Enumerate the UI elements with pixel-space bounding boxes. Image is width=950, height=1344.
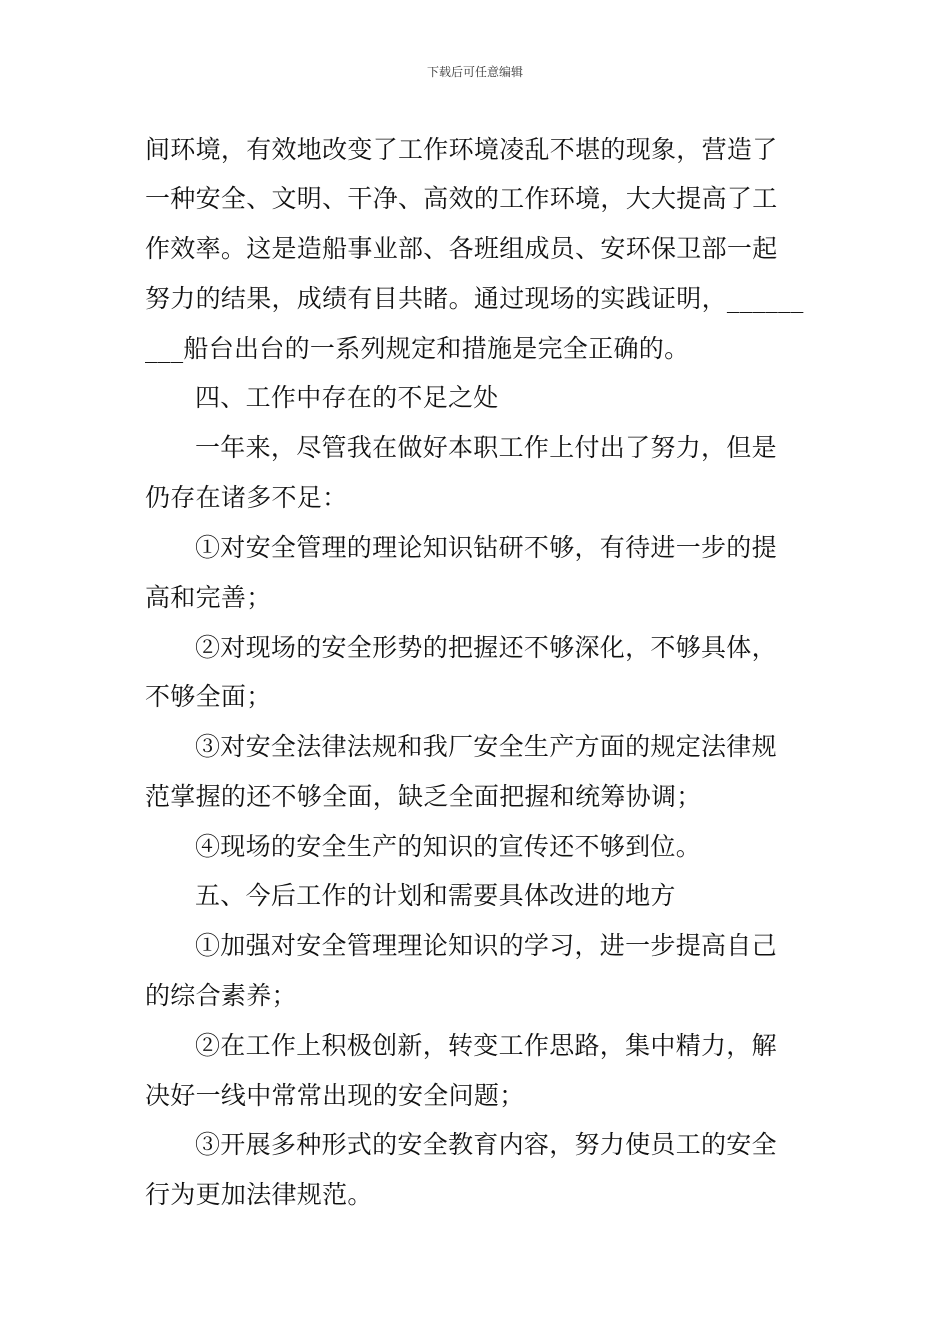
text-line: 间环境，有效地改变了工作环境凌乱不堪的现象，营造了 xyxy=(145,135,778,164)
text-line: ___船台出台的一系列规定和措施是完全正确的。 xyxy=(145,334,690,363)
text-line: 高和完善； xyxy=(145,583,272,612)
list-item: ①对安全管理的理论知识钻研不够，有待进一步的提 xyxy=(195,533,777,562)
list-item: ①加强对安全管理理论知识的学习，进一步提高自己 xyxy=(195,931,777,960)
page-header: 下载后可任意编辑 xyxy=(426,65,523,79)
text-line: 的综合素养； xyxy=(145,981,297,1010)
list-item: ④现场的安全生产的知识的宣传还不够到位。 xyxy=(195,832,702,861)
text-line: 努力的结果，成绩有目共睹。通过现场的实践证明，______ xyxy=(145,284,804,313)
section-heading: 四、工作中存在的不足之处 xyxy=(195,383,499,412)
text-line: 决好一线中常常出现的安全问题； xyxy=(145,1081,525,1110)
text-line: 范掌握的还不够全面，缺乏全面把握和统筹协调； xyxy=(145,782,702,811)
text-line: 仍存在诸多不足： xyxy=(145,483,348,512)
text-line: 行为更加法律规范。 xyxy=(145,1180,373,1209)
list-item: ②在工作上积极创新，转变工作思路，集中精力，解 xyxy=(195,1031,777,1060)
text-line: 作效率。这是造船事业部、各班组成员、安环保卫部一起 xyxy=(145,234,778,263)
text-line: 一种安全、文明、干净、高效的工作环境，大大提高了工 xyxy=(145,184,778,213)
section-heading: 五、今后工作的计划和需要具体改进的地方 xyxy=(195,881,676,910)
list-item: ③对安全法律法规和我厂安全生产方面的规定法律规 xyxy=(195,732,777,761)
list-item: ③开展多种形式的安全教育内容，努力使员工的安全 xyxy=(195,1130,777,1159)
text-line: 一年来，尽管我在做好本职工作上付出了努力，但是 xyxy=(195,433,777,462)
list-item: ②对现场的安全形势的把握还不够深化，不够具体， xyxy=(195,633,777,662)
text-line: 不够全面； xyxy=(145,682,272,711)
